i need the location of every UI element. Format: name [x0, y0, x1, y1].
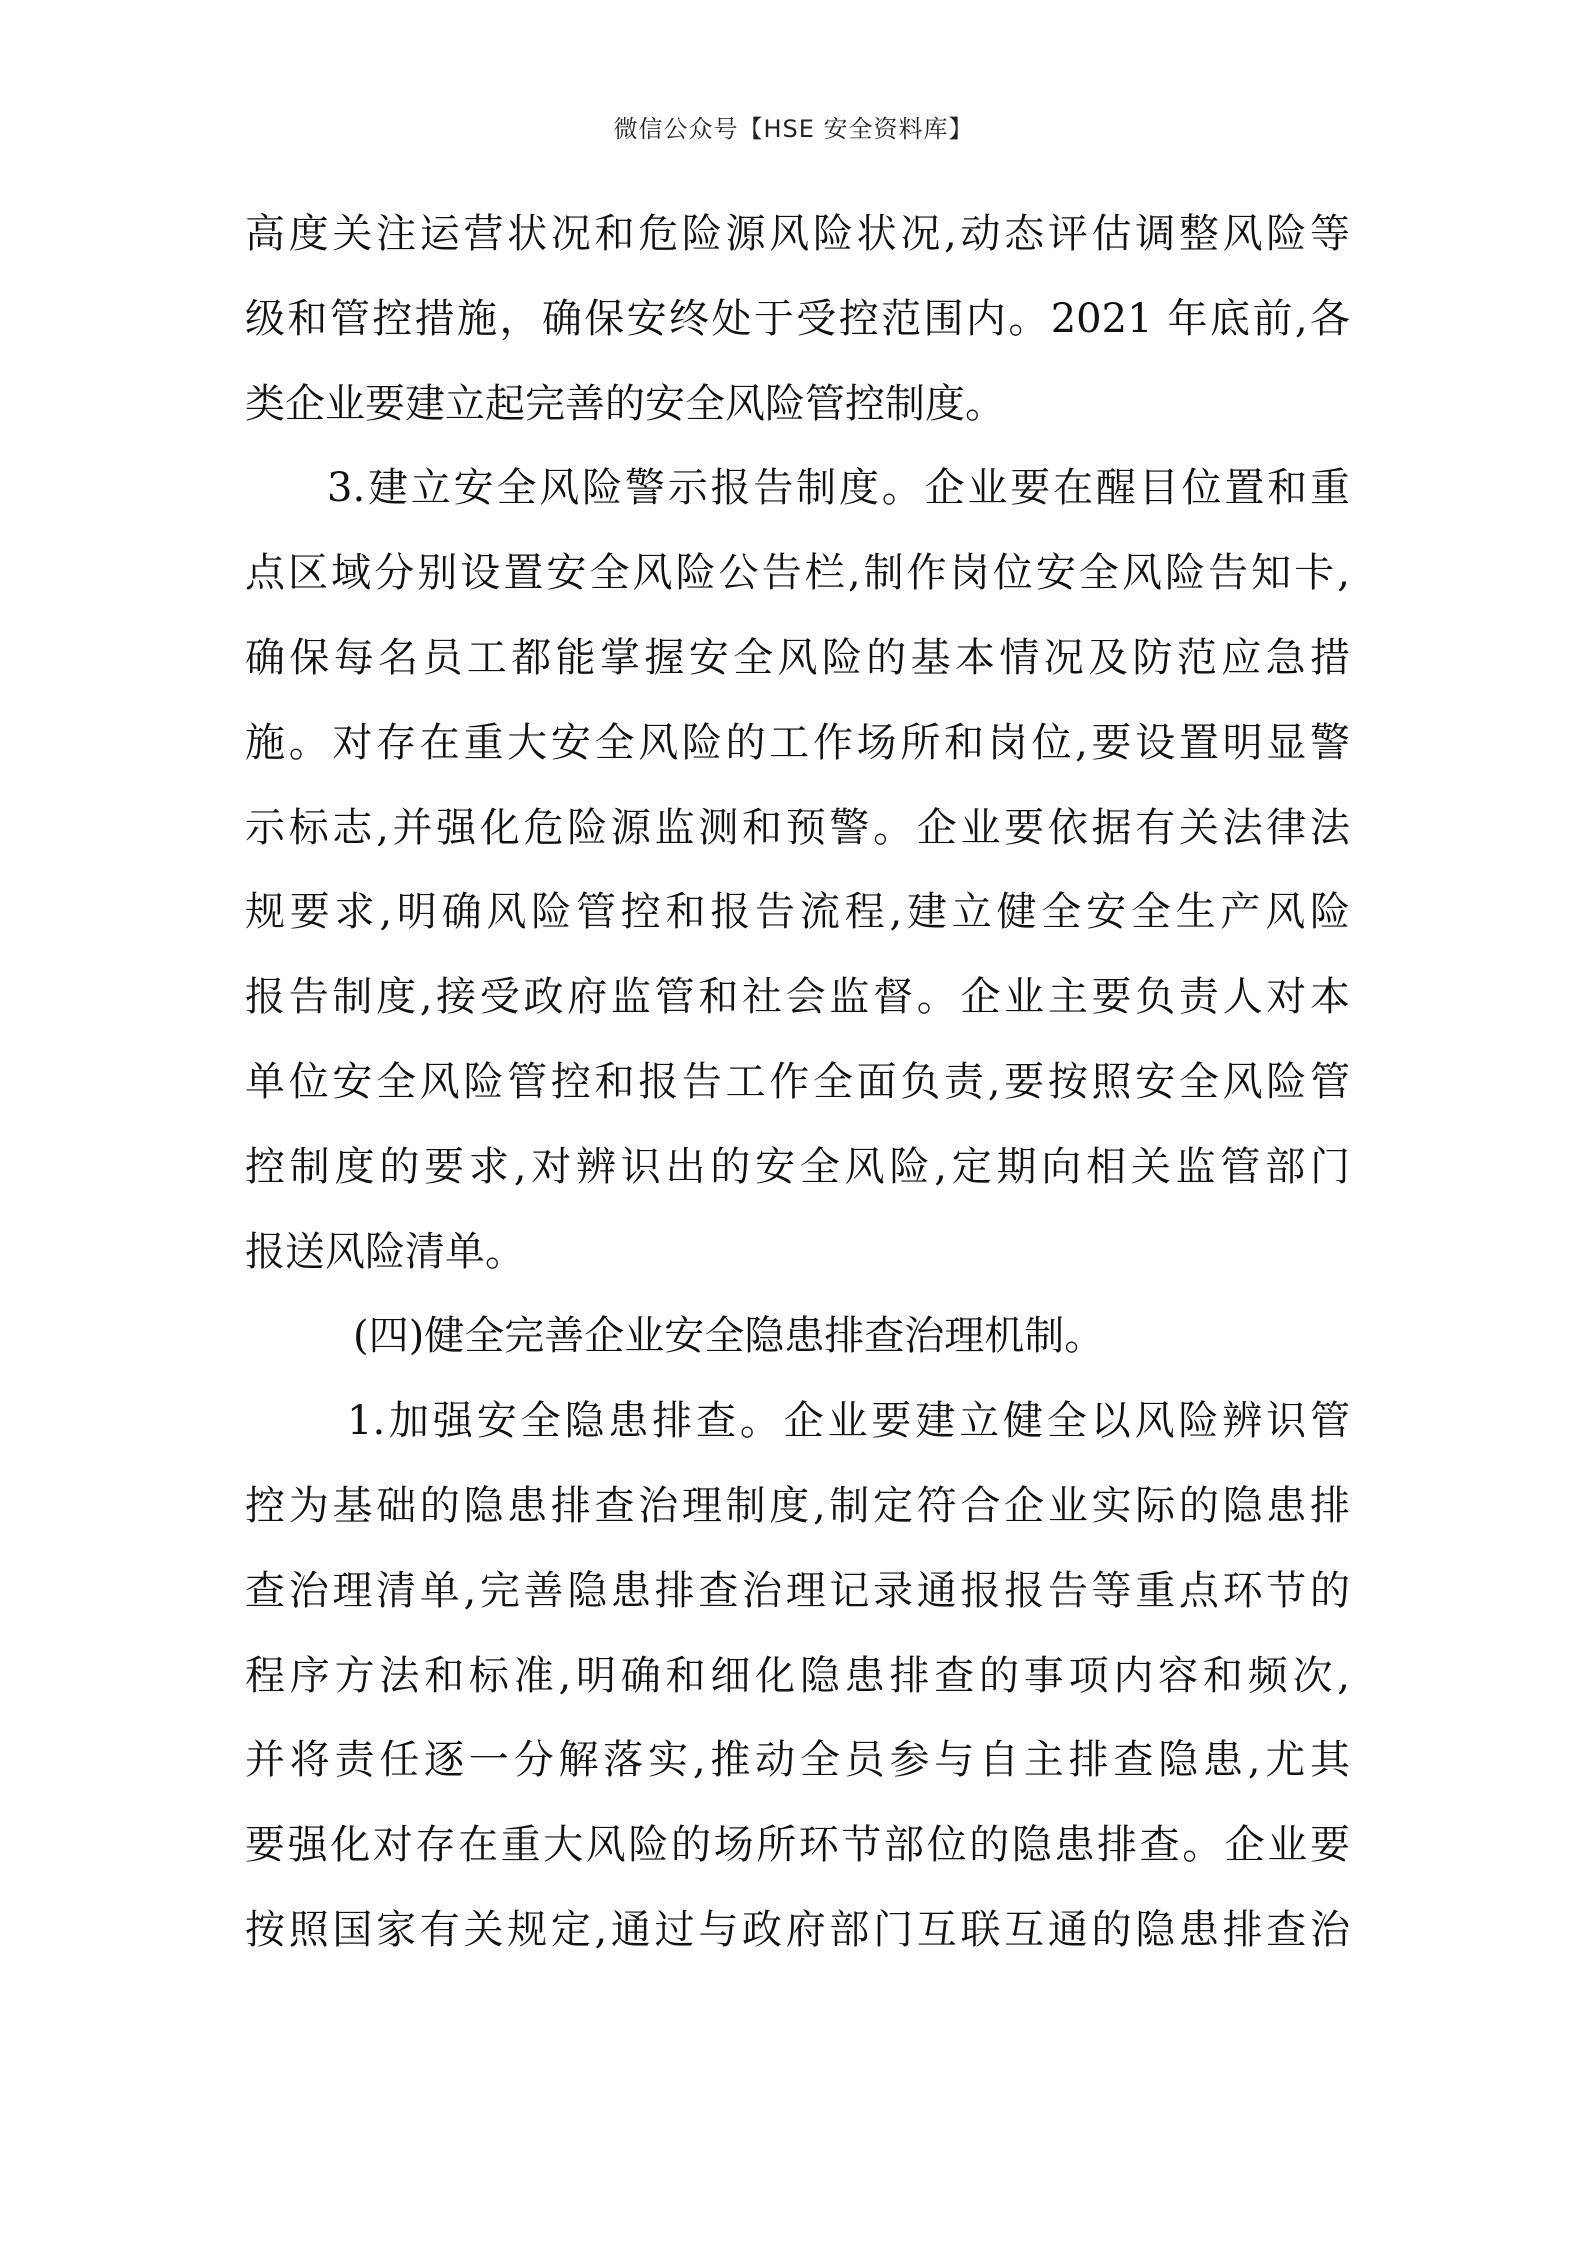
- document-body: [245, 208, 1350, 1989]
- text-line: 控为基础的隐患排查治理制度,制定符合企业实际的隐患排: [245, 1482, 1350, 1529]
- paragraph-first-line: 3.建立安全风险警示报告制度。企业要在醒目位置和重: [327, 465, 1350, 512]
- text-line: 报送风险清单。: [245, 1228, 525, 1275]
- text-line: 示标志,并强化危险源监测和预警。企业要依据有关法律法: [245, 804, 1350, 851]
- section-heading: (四)健全完善企业安全隐患排查治理机制。: [353, 1313, 1105, 1360]
- text-line: 程序方法和标准,明确和细化隐患排查的事项内容和频次,: [245, 1652, 1350, 1699]
- text-line: 规要求,明确风险管控和报告流程,建立健全安全生产风险: [245, 889, 1350, 936]
- paragraph-first-line: 1.加强安全隐患排查。企业要建立健全以风险辨识管: [347, 1398, 1350, 1445]
- text-line: 确保每名员工都能掌握安全风险的基本情况及防范应急措: [245, 634, 1350, 681]
- text-line: 点区域分别设置安全风险公告栏,制作岗位安全风险告知卡,: [245, 550, 1350, 597]
- text-line: 查治理清单,完善隐患排查治理记录通报报告等重点环节的: [245, 1567, 1350, 1614]
- text-line: 单位安全风险管控和报告工作全面负责,要按照安全风险管: [245, 1058, 1350, 1105]
- text-line: 要强化对存在重大风险的场所环节部位的隐患排查。企业要: [245, 1822, 1350, 1869]
- text-line: 施。对存在重大安全风险的工作场所和岗位,要设置明显警: [245, 719, 1350, 766]
- text-line: 级和管控措施，确保安终处于受控范围内。2021 年底前,各: [245, 295, 1350, 342]
- text-line: 高度关注运营状况和危险源风险状况,动态评估调整风险等: [245, 211, 1350, 257]
- text-line: 按照国家有关规定,通过与政府部门互联互通的隐患排查治: [245, 1906, 1350, 1953]
- page-header: 微信公众号【HSE 安全资料库】: [613, 115, 974, 143]
- text-line: 控制度的要求,对辨识出的安全风险,定期向相关监管部门: [245, 1143, 1350, 1190]
- text-line: 类企业要建立起完善的安全风险管控制度。: [245, 380, 1005, 427]
- text-line: 报告制度,接受政府监管和社会监督。企业主要负责人对本: [245, 974, 1350, 1021]
- text-line: 并将责任逐一分解落实,推动全员参与自主排查隐患,尤其: [245, 1737, 1350, 1784]
